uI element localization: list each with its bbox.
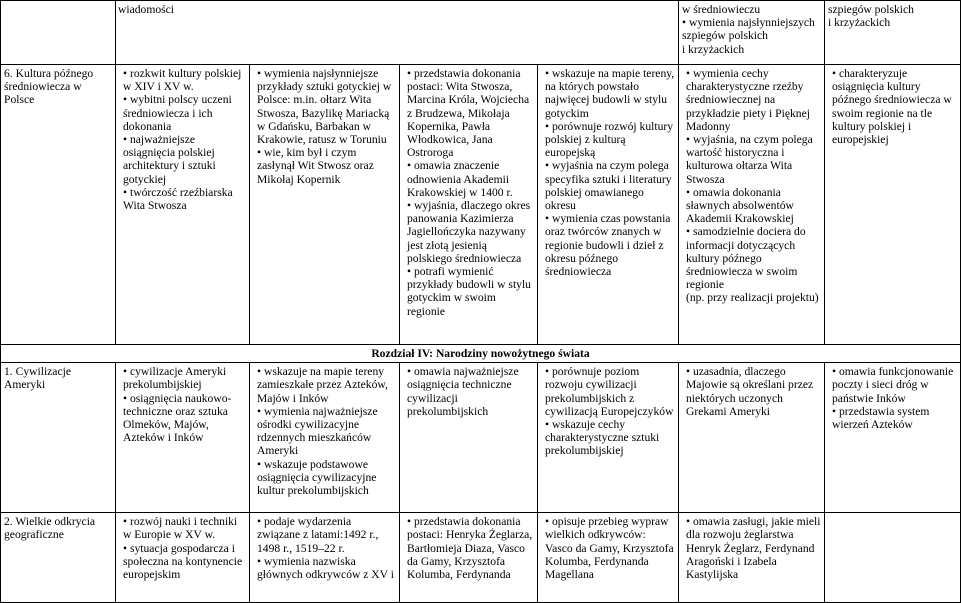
bullet-list — [686, 67, 821, 305]
basic-req-cell — [250, 513, 400, 603]
list-item: • wymienia najsłynniejsze przykłady sztuki gotyckiej w Polsce: m.in. ołtarz Wita Stwosza, Bazylikę Mariacką w Gdańsku, Barbakan w Krakowie, ratusz w Toruniu — [257, 67, 396, 146]
topic-cell — [1, 363, 116, 513]
bullet-list — [407, 515, 534, 581]
list-item: • wymienia nazwiska głównych odkrywców z XV i — [257, 555, 396, 581]
list-item: • rozwój nauki i techniki w Europie w XV w. — [123, 515, 246, 541]
section-row — [1, 345, 961, 363]
full-req-cell — [679, 363, 825, 513]
list-item: • porównuje rozwój kultury polskiej z kulturą europejską — [545, 120, 675, 160]
bullet-list — [407, 67, 534, 318]
list-item: • wskazuje cechy charakterystyczne sztuki prekolumbijskiej — [545, 418, 675, 458]
bullet-list — [545, 365, 675, 457]
bullet-list — [545, 67, 675, 278]
topic-text: 2. Wielkie odkrycia geograficzne — [4, 515, 96, 542]
top-cell-7 — [679, 1, 825, 65]
full-req-cell — [679, 65, 825, 345]
list-item: • wymienia cechy charakterystyczne rzeźby średniowiecznej na przykładzie piety i Pięknej Madonny — [686, 67, 821, 133]
advanced-req-cell — [538, 363, 679, 513]
top-line: • wymienia najsłynniejszych — [682, 16, 821, 29]
bullet-list — [257, 515, 396, 581]
extended-req-cell — [400, 65, 538, 345]
top-line: i krzyżackich — [828, 16, 891, 30]
list-item: • podaje wydarzenia związane z latami:1492 r., 1498 r., 1519–22 r. — [257, 515, 396, 555]
list-item: • cywilizacje Ameryki prekolumbijskiej — [123, 365, 246, 391]
list-item: • wskazuje podstawowe osiągnięcia cywilizacyjne kultur prekolumbijskich — [257, 458, 396, 498]
extended-req-cell — [400, 363, 538, 513]
list-item: • uzasadnia, dlaczego Majowie są określani przez niektórych uczonych Grekami Ameryki — [686, 365, 821, 418]
excellent-req-cell — [825, 513, 961, 603]
list-item: • przedstawia system wierzeń Azteków — [832, 405, 957, 431]
topic-cell — [1, 513, 116, 603]
excellent-req-cell — [825, 363, 961, 513]
list-item: • charakteryzuje osiągnięcia kultury późnego średniowiecza w swoim regionie na tle kultury polskiej i europejskiej — [832, 67, 957, 146]
advanced-req-cell — [538, 65, 679, 345]
list-item: • wymienia najważniejsze ośrodki cywilizacyjne rdzennych mieszkańców Ameryki — [257, 405, 396, 458]
top-line: szpiegów polskich — [682, 29, 768, 43]
bullet-list — [123, 365, 246, 444]
content-cell — [116, 363, 250, 513]
list-item: • przedstawia dokonania postaci: Wita Stwosza, Marcina Króla, Wojciecha z Brudzewa, Mikołaja Kopernika, Pawła Włodkowica, Jana Ostroroga — [407, 67, 534, 159]
list-item: • osiągnięcia naukowo-techniczne oraz sztuka Olmeków, Majów, Azteków i Inków — [123, 392, 246, 445]
top-cell-8 — [825, 1, 961, 65]
bullet-list — [545, 515, 675, 581]
list-item: • omawia zasługi, jakie mieli dla rozwoju żeglarstwa Henryk Żeglarz, Ferdynand Aragoński i Izabela Kastylijska — [686, 515, 821, 581]
table-row-kultura — [1, 65, 961, 345]
advanced-req-cell — [538, 513, 679, 603]
top-cell-1 — [1, 1, 175, 65]
list-item: • omawia dokonania sławnych absolwentów Akademii Krakowskiej — [686, 186, 821, 226]
list-item: • opisuje przebieg wypraw wielkich odkrywców: Vasco da Gamy, Krzysztofa Kolumba, Ferdynanda Magellana — [545, 515, 675, 581]
table-row-odkrycia — [1, 513, 961, 603]
list-item: • przedstawia dokonania postaci: Henryka Żeglarza, Bartłomieja Diaza, Vasco da Gamy, Krzysztofa Kolumba, Ferdynanda — [407, 515, 534, 581]
bullet-list — [407, 365, 534, 418]
content-cell — [116, 513, 250, 603]
top-cell-spacer — [116, 1, 679, 65]
bullet-list — [686, 365, 821, 418]
top-line: szpiegów polskich — [828, 3, 914, 16]
bullet-list — [123, 515, 246, 581]
list-item: • wskazuje na mapie tereny zamieszkałe przez Azteków, Majów i Inków — [257, 365, 396, 405]
topic-text: 1. Cywilizacje Ameryki — [4, 365, 71, 392]
list-item: • potrafi wymienić przykłady budowli w stylu gotyckim w swoim regionie — [407, 265, 534, 318]
top-line: w średniowieczu — [682, 3, 761, 16]
topic-cell — [1, 65, 116, 345]
excellent-req-cell — [825, 65, 961, 345]
bullet-list — [123, 67, 246, 212]
list-item: • samodzielnie dociera do informacji dotyczących kultury późnego średniowiecza w swoim regionie — [686, 225, 821, 291]
list-item: • omawia najważniejsze osiągnięcia techniczne cywilizacji prekolumbijskich — [407, 365, 534, 418]
basic-req-cell — [250, 363, 400, 513]
list-item: (np. przy realizacji projektu) — [686, 291, 819, 305]
content-cell — [116, 65, 250, 345]
topic-text: 6. Kultura późnego średniowiecza w Polsce — [4, 67, 94, 107]
list-item: • omawia znaczenie odnowienia Akademii Krakowskiej w 1400 r. — [407, 159, 534, 199]
list-item: • wyjaśnia, na czym polega wartość historyczna i kulturowa ołtarza Wita Stwosza — [686, 133, 821, 186]
extended-req-cell — [400, 513, 538, 603]
table-row-cywilizacje — [1, 363, 961, 513]
list-item: • sytuacja gospodarcza i społeczna na kontynencie europejskim — [123, 542, 246, 582]
full-req-cell — [679, 513, 825, 603]
top-line: i krzyżackich — [682, 42, 745, 56]
list-item: • wyjaśnia na czym polega specyfika sztuki i literatury polskiej omawianego okresu — [545, 159, 675, 212]
basic-req-cell — [250, 65, 400, 345]
bullet-list — [832, 67, 957, 146]
table-row-top — [1, 1, 961, 65]
bullet-list — [257, 67, 396, 186]
bullet-list — [257, 365, 396, 497]
list-item: • wyjaśnia, dlaczego okres panowania Kazimierza Jagiellończyka nazywany jest złotą jesienią polskiego średniowiecza — [407, 199, 534, 265]
list-item: • najważniejsze osiągnięcia polskiej architektury i sztuki gotyckiej — [123, 133, 246, 186]
list-item: • wie, kim był i czym zasłynął Wit Stwosz oraz Mikołaj Kopernik — [257, 146, 396, 186]
list-item: • wskazuje na mapie tereny, na których powstało najwięcej budowli w stylu gotyckim — [545, 67, 675, 120]
list-item: • omawia funkcjonowanie poczty i sieci dróg w państwie Inków — [832, 365, 957, 405]
list-item: • wybitni polscy uczeni średniowiecza i ich dokonania — [123, 93, 246, 133]
bullet-list — [686, 515, 821, 581]
list-item: • wymienia czas powstania oraz twórców znanych w regionie budowli i dzieł z okresu późnego średniowiecza — [545, 212, 675, 278]
top-cell-text: wiadomości — [118, 3, 175, 16]
list-item: • rozkwit kultury polskiej w XIV i XV w. — [123, 67, 246, 93]
list-item: • twórczość rzeźbiarska Wita Stwosza — [123, 186, 246, 212]
bullet-list — [832, 365, 957, 431]
list-item: • porównuje poziom rozwoju cywilizacji prekolumbijskich z cywilizacją Europejczyków — [545, 365, 675, 418]
section-heading: Rozdział IV: Narodziny nowożytnego świata — [1, 345, 961, 363]
